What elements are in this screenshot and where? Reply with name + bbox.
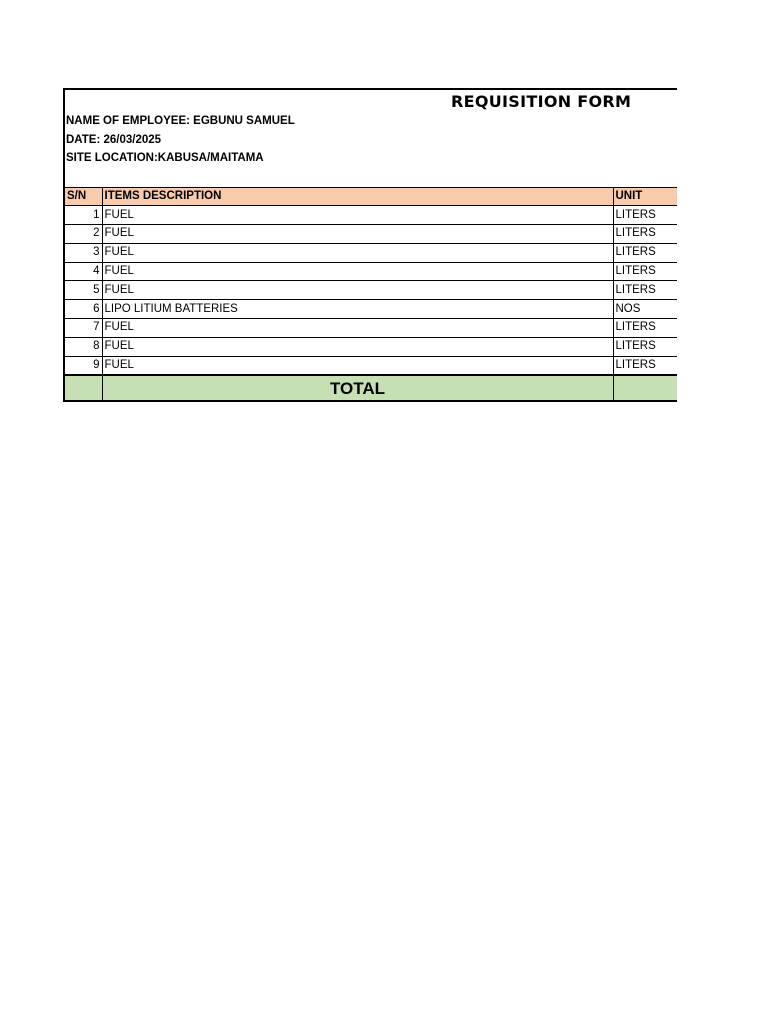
row-unit: LITERS [613,356,677,375]
table-row [65,337,677,356]
table-row [65,243,677,262]
row-sn: 3 [65,243,102,262]
header-sn: S/N [65,187,102,206]
row-sn: 6 [65,300,102,319]
employee-name-line: NAME OF EMPLOYEE: EGBUNU SAMUEL [66,115,295,127]
header-unit: UNIT [613,187,677,206]
row-description: FUEL [102,337,613,356]
row-sn: 4 [65,262,102,281]
total-unit-cell [613,375,677,401]
row-unit: LITERS [613,262,677,281]
row-sn: 8 [65,337,102,356]
spacer-row [65,168,677,187]
row-description: LIPO LITIUM BATTERIES [102,300,613,319]
row-sn: 7 [65,319,102,338]
table-header-row [65,187,677,206]
row-unit: LITERS [613,281,677,300]
row-description: FUEL [102,356,613,375]
row-unit: LITERS [613,319,677,338]
row-description: FUEL [102,319,613,338]
header-description: ITEMS DESCRIPTION [102,187,613,206]
row-sn: 9 [65,356,102,375]
row-description: FUEL [102,243,613,262]
row-description: FUEL [102,206,613,225]
table-row [65,281,677,300]
table-row [65,300,677,319]
table-row [65,225,677,244]
total-label: TOTAL [102,375,613,401]
title-row [65,90,677,112]
row-sn: 2 [65,225,102,244]
row-sn: 5 [65,281,102,300]
table-row [65,262,677,281]
total-sn-cell [65,375,102,401]
form-title: REQUISITION FORM [451,92,632,111]
row-description: FUEL [102,281,613,300]
row-unit: LITERS [613,243,677,262]
row-unit: LITERS [613,337,677,356]
row-unit: LITERS [613,206,677,225]
table-row [65,319,677,338]
row-sn: 1 [65,206,102,225]
table-row [65,206,677,225]
row-unit: NOS [613,300,677,319]
row-description: FUEL [102,225,613,244]
requisition-form [63,88,677,402]
row-unit: LITERS [613,225,677,244]
site-location-line: SITE LOCATION:KABUSA/MAITAMA [66,152,264,164]
date-line: DATE: 26/03/2025 [66,133,162,146]
table-row [65,356,677,375]
items-table [65,187,677,403]
row-description: FUEL [102,262,613,281]
total-row [65,375,677,401]
